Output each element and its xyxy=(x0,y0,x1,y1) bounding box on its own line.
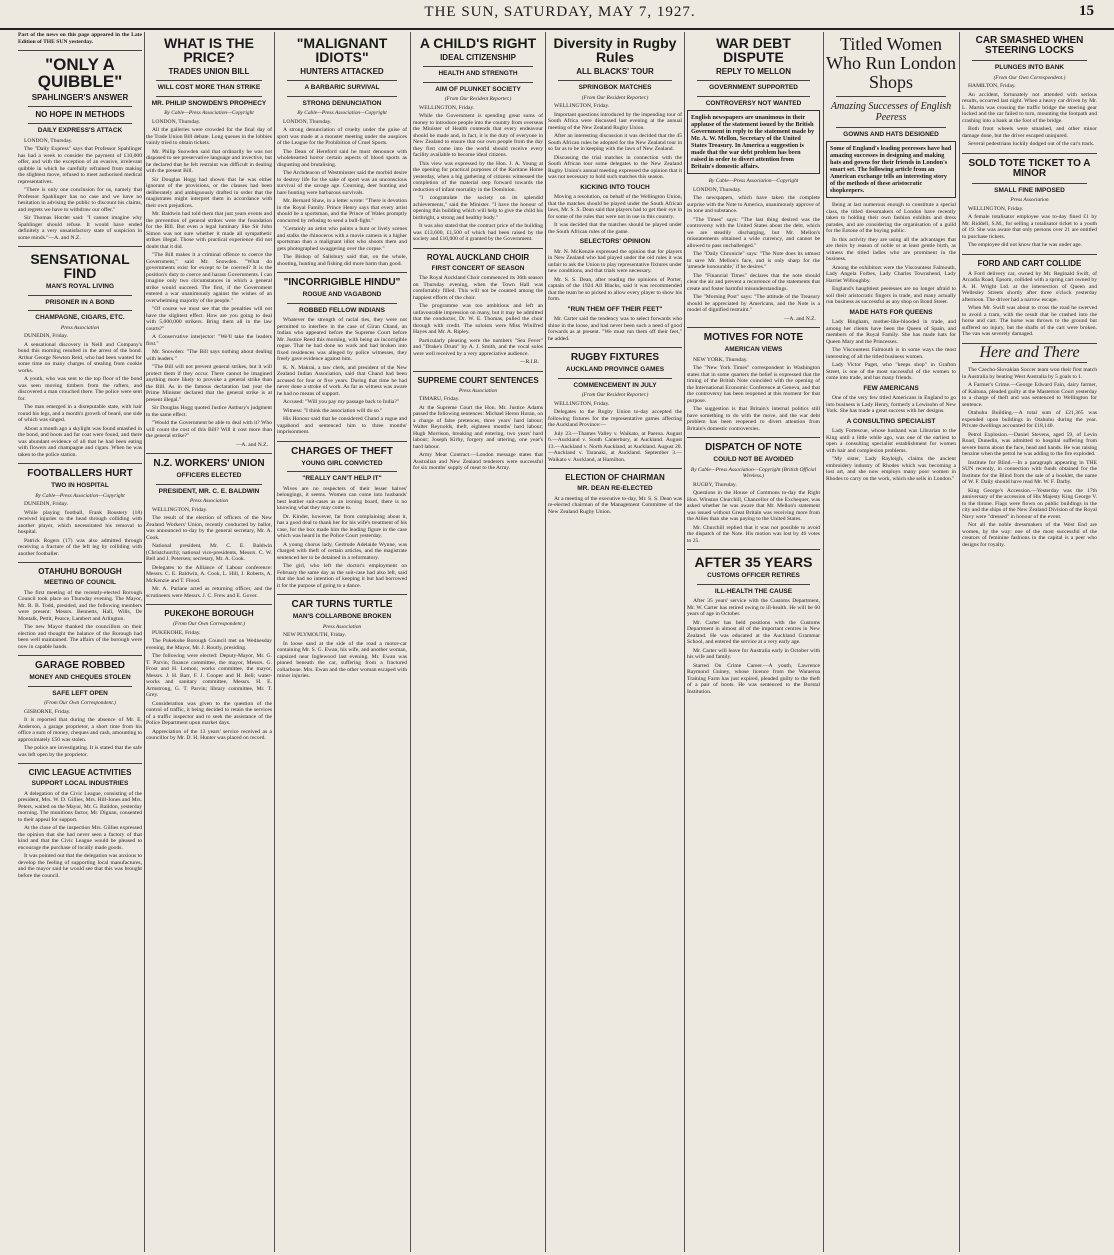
divider xyxy=(18,50,142,51)
article-paragraph: His Honour said that he considered Chand a rogue and vagabond and sentenced him to three months' imprisonment. xyxy=(277,416,407,435)
subhead: ALL BLACKS' TOUR xyxy=(576,67,654,76)
dateline: DUNEDIN, Friday. xyxy=(24,333,68,339)
divider xyxy=(28,310,132,311)
subhead: AIM OF PLUNKET SOCIETY xyxy=(435,85,521,93)
article-paragraph: Started On Crime Career.—A youth, Lawrence Raymond Guiney, whose licence from the Waraeroa Training Farm has just expired, pleaded guilty to the theft of a pair of boots. He was sentenced to the Borstal Institution. xyxy=(687,662,820,695)
headline-malignant-idiots: "MALIGNANT IDIOTS" xyxy=(296,35,388,65)
dateline: PUKEKOHE, Friday. xyxy=(152,629,201,636)
column-5 xyxy=(548,32,682,1252)
article-paragraph: "Certainly an artist who paints a hunt or lively scenes and stalks the rhinoceros with a movie camera is a higher sportsman than a malignant idiot who shoots them and gets photographed swaggering over the corpse." xyxy=(277,226,407,252)
subhead: TWO IN HOSPITAL xyxy=(51,482,109,489)
masthead xyxy=(0,0,1114,30)
article-paragraph: After an interesting discussion it was decided that the 45 South African rules be adopted for the New Zealand tour in so far as to be in keeping with the laws of New Zealand. xyxy=(548,133,682,152)
article-paragraph: "The Bill will not prevent general strikes, but it will protect them if they occur. There cannot be imagined anything more likely to provoke a general strike than the Bill. As in the famous declaration last year the Prime Minister declared that the general strike is at present illegal." xyxy=(146,364,272,403)
subhead: GOWNS AND HATS DESIGNED xyxy=(843,130,939,138)
subhead: DAILY EXPRESS'S ATTACK xyxy=(37,127,123,134)
article-paragraph: Patrick Rogers (17) was also admitted through receiving a fracture of the left leg by colliding with another footballer. xyxy=(18,537,142,557)
article-paragraph: July 23.—Thames Valley v. Waikato, at Paeroa. August 6.—Auckland v. South Canterbury, at Auckland. August 13.—Auckland v. North Auckland, at Auckland. August 20.—Auckland v. Taranaki, at Auckland. September 3.—Waikato v. Auckland, at Hamilton. xyxy=(548,430,682,463)
subhead: MR. PHILIP SNOWDEN'S PROPHECY xyxy=(151,99,267,107)
headline-ford-and-cart-collide: FORD AND CART COLLIDE xyxy=(977,258,1082,268)
article-paragraph: An accident, fortunately not attended with serious results, occurred last night. When a heavy car driven by Mr. L. Martin was crossing the traffic bridge the steering gear locked and the car failed to turn, mounting the footpath and crashing into a bank at the foot of the bridge. xyxy=(962,91,1097,124)
article-paragraph: The Royal Auckland Choir commenced its 36th season on Thursday evening, when the Town Hall was comfortably filled. This will not be counted among the happiest efforts of the choir. xyxy=(413,275,543,301)
page-number: 15 xyxy=(1079,3,1094,19)
divider xyxy=(28,123,132,124)
divider xyxy=(413,248,543,249)
news-brief: King George's Accession.—Yesterday was the 17th anniversary of the accession of His Majesty King George V. to the throne. Flags were flown on public buildings in the city and the ships of the New Zealand Division of the Royal Navy were "dressed" in honour of the event. xyxy=(962,487,1097,520)
section-subhead: "RUN THEM OFF THEIR FEET" xyxy=(567,305,663,313)
divider xyxy=(277,441,407,442)
article-paragraph: Mr. Bernard Shaw, in a letter wrote: "There is devotion in the Royal Family. Prince Henry says that every artist should be a sportsman, and the Prince of Wales promptly concurred by refusing to send a bull-fight." xyxy=(277,198,407,224)
column-rule xyxy=(959,32,960,1252)
news-brief: The Czecho-Slovakian Soccer team won their first match in Australia by beating West Australia by 5 goals to 1. xyxy=(962,367,1097,380)
dateline: WELLINGTON, Friday. xyxy=(554,103,610,109)
news-brief: Institute for Blind.—In a paragraph appearing in THE SUN recently, in connection with funds obtained for the Institute for the Blind from the sale of a booklet, the name of W. F. Daily should have read Mr. W. F. Darby. xyxy=(962,459,1097,485)
subhead: YOUNG GIRL CONVICTED xyxy=(301,459,383,467)
subhead: "REALLY CAN'T HELP IT" xyxy=(302,475,382,482)
news-brief: A Farmer's Crime.—George Edward Fain, dairy farmer, of Kaituna, pleaded guilty at the Masterton Court yesterday to a charge of theft and was sentenced to Wellington for sentence. xyxy=(962,382,1097,408)
article-paragraph: Witness: "I think the association will do so." xyxy=(283,407,383,414)
article-paragraph: Lady Victor Paget, who "keeps shop" in Grafton Street, is one of the most successful of the women to come into trade, and has many friends. xyxy=(826,362,956,382)
subhead: SMALL FINE IMPOSED xyxy=(994,186,1065,194)
article-paragraph: Accused: "Will you pay my passage back to India?" xyxy=(283,399,400,405)
headline-civic-league: CIVIC LEAGUE ACTIVITIES xyxy=(28,768,132,777)
article-paragraph: Mr. Baldwin had told them that just years events and the prevention of general strikes were the foundation for the Bill. But even a legal luminary like Sir John Simon was not sure whether it made all sympathetic strikes illegal. Those with practical experience did not doubt that it did. xyxy=(146,211,272,250)
article-paragraph: National president, Mr. C. E. Baldwin (Christchurch); national vice-presidents, Messrs. C. W. Bell and J. Petersen; secretary, Mr. A. Cook. xyxy=(146,543,272,562)
dateline: LONDON, Thursday. xyxy=(283,118,332,125)
divider xyxy=(558,378,672,379)
headline-election-of-chairman: ELECTION OF CHAIRMAN xyxy=(565,473,665,482)
article-paragraph: After 35 years' service with the Customs Department, Mr. W. Carter has retired owing to ill-health. He will be 60 years of age in October. xyxy=(687,598,820,617)
headline-royal-auckland-choir: ROYAL AUCKLAND CHOIR xyxy=(426,252,530,262)
news-brief: Otahuhu Building.—A total sum of £21,365 was expended upon buildings in Otahuhu during the year. Private dwellings accounted for £18,140. xyxy=(962,410,1097,429)
subhead: MAN'S COLLARBONE BROKEN xyxy=(292,613,392,620)
subhead: FIRST CONCERT OF SEASON xyxy=(431,264,525,272)
article-paragraph: Sir Thomas Horder said: "I cannot imagine why Spahlinger should refuse. It would have ended definitely a very unsatisfactory state of suspicion in some minds."—A. and N.Z. xyxy=(18,215,142,241)
subhead: HEALTH AND STRENGTH xyxy=(438,70,518,77)
credit-line: Press Association xyxy=(322,623,362,630)
divider xyxy=(548,468,682,469)
dateline: LONDON, Thursday. xyxy=(152,118,201,125)
divider xyxy=(156,96,262,97)
column-rule xyxy=(823,32,824,1252)
subhead: COMMENCEMENT IN JULY xyxy=(573,381,657,389)
signature: —R.I.B. xyxy=(519,359,539,365)
late-edition-note: Part of the news on this page appeared in the Late Edition of THE SUN yesterday. xyxy=(18,32,142,45)
divider xyxy=(972,183,1087,184)
subhead: PLUNGES INTO BANK xyxy=(994,64,1065,71)
headline-car-turns-turtle: CAR TURNS TURTLE xyxy=(291,599,393,610)
article-paragraph: Important questions introduced by the impending tour of South Africa were discussed last evening at the annual meeting of the New Zealand Rugby Union. xyxy=(548,111,682,131)
article-paragraph: Mr. A. Parlane acted as returning officer, and the scrutineers were Messrs. J. C. Frew and E. Gover. xyxy=(146,586,272,599)
credit-line: By Cable—Press Association—Copyright (British Official Wireless.) xyxy=(690,466,817,479)
news-brief: Not all the noble dressmakers of the West End are women, by the way: one of the most successful of the creators of feminine fashions in the capital is a peer who designs for royalty. xyxy=(962,522,1097,548)
column-4 xyxy=(413,32,543,1252)
dateline: TIMARU, Friday. xyxy=(419,396,460,402)
dateline: WELLINGTON, Friday. xyxy=(152,506,208,513)
subhead: SAFE LEFT OPEN xyxy=(52,689,108,697)
article-paragraph: "There is only one conclusion for us, namely that Professor Spahlinger has no case and we have no hesitation in advising the public to discount his claims, and regrets we have to withdraw our offer." xyxy=(18,187,142,213)
headline-charges-of-theft: CHARGES OF THEFT xyxy=(291,445,393,457)
article-paragraph: Moving a resolution, on behalf of the Wellington Union, that the matches should be played under the South African laws, Mr. S. S. Dean said that players had to get their eye in for some of the rules that were not in use in this country. xyxy=(548,194,682,220)
article-paragraph: Discussing the trial matches in connection with the South African tour some delegates to the New Zealand Rugby Union's annual meeting expressed the opinion that it was not necessary to hold such matches this season. xyxy=(548,154,682,180)
credit-line: By Cable—Press Association—Copyright xyxy=(297,110,387,116)
summary-box: English newspapers are unanimous in their applause of the statement issued by the British Government in reply to the statement made by Mr. A. W. Mellon, Secretary of the United States Treasury. In America a suggestion is made that the war debt problem has been raised in order to divert attention from Britain's domestic affairs. xyxy=(687,110,820,174)
subhead: CONTROVERSY NOT WANTED xyxy=(705,99,802,107)
divider xyxy=(287,303,397,304)
article-paragraph: Among the exhibitors were the Viscountess Falmouth, Lady Angela Forbes, Lady Charles Townshend, Lady Harriet Willoughby. xyxy=(826,264,956,284)
credit-line: Press Association xyxy=(1010,197,1049,203)
article-paragraph: While the Government is spending great sums of money to introduce people into the country from overseas the Minister of Health contends that every endeavour should be made and, in fact, it is the duty of everyone in New Zealand to ensure that our own people from the day they first come into the world should receive every facility available to become ideal citizens. xyxy=(413,113,543,158)
article-paragraph: Delegates to the Alliance of Labour conference: Messrs. C. E. Baldwin, A. Cook, L. Hill, J. Roberts, A. McKenzie and T. Flood. xyxy=(146,564,272,584)
article-paragraph: A Ford delivery car, owned by Mr. Reginald Swift, of Arcadia Road, Epsom, collided with a spring cart owned by A. H. Wright Ltd. at the intersection of Queen and Wellesley Streets shortly after three o'clock yesterday afternoon. The driver had a narrow escape. xyxy=(962,270,1097,303)
divider xyxy=(423,82,533,83)
article-paragraph: Several pedestrians luckily dodged out of the car's track. xyxy=(968,141,1095,147)
divider xyxy=(18,246,142,247)
divider xyxy=(287,96,397,97)
subhead: A BARBARIC SURVIVAL xyxy=(304,84,380,91)
headline-war-debt-dispute: WAR DEBT DISPUTE xyxy=(716,35,791,65)
article-paragraph: The "Morning Post" says: "The attitude of the Treasury should be appreciated by Americans, and the Note is a model of dignified restraint." xyxy=(687,294,820,313)
article-paragraph: Mr. Carter said the tendency was to select forwards who shine in the loose, and had never been such a need of good forwards as at present. "We must run them off their feet," he added. xyxy=(548,316,682,342)
divider xyxy=(548,347,682,348)
article-paragraph: While playing football, Frank Boustery (18) received injuries to the head through colliding with another player, which necessitated his removal to hospital. xyxy=(18,509,142,535)
credit-line: (From Our Own Correspondent.) xyxy=(44,700,116,706)
headline-nz-workers-union: N.Z. WORKERS' UNION xyxy=(153,458,265,469)
article-paragraph: Questions in the House of Commons to-day the Right Hon. Winston Churchill, Chancellor of the Exchequer, was asked whether he was aware that Mr. Mellon's statement was issued without Great Britain was receiving more from the Allies than she was paying to the United States. xyxy=(687,490,820,522)
article-paragraph: "I congratulate the society on its splendid achievements," said the Minister. "I have the honour of opening this building which will help to give the child his birthright, a strong and healthy body." xyxy=(413,195,543,221)
headline-otahuhu-borough: OTAHUHU BOROUGH xyxy=(38,567,122,576)
article-paragraph: A female totalisator employee was to-day fined £1 by Mr. Riddell, S.M., for selling a totalisator ticket to a youth of 19. She was aware that only persons over 21 are entitled to purchase tickets. xyxy=(962,214,1097,240)
article-paragraph: Mr. Carter will leave for Australia early in October with his wife and family. xyxy=(687,647,820,660)
article-paragraph: The "Daily Express" says that Professor Spahlinger has had a week to consider the payment of £10,000 offer, and with the exception of an evasive, irrelevant quibble in which he carefully refrained from making the slightest move, refused to meet authorised medical representatives. xyxy=(18,146,142,185)
divider xyxy=(687,327,820,328)
article-paragraph: The "Financial Times" declares that the note should clear the air and prevent a recurrence of the statements that create and foster harmful misunderstandings. xyxy=(687,272,820,292)
subhead: MR. DEAN RE-ELECTED xyxy=(577,485,653,492)
article-paragraph: At the close of the inspection Mrs. Gillies expressed the opinion that she had never seen a factory of that kind and that the Civic League would be pleased to encourage the purchase of locally made goods. xyxy=(18,825,142,851)
dateline: NEW PLYMOUTH, Friday. xyxy=(283,632,346,638)
article-paragraph: This view was expressed by the Hon. J. A. Young at the opening for practical purposes of the Karitane Home yesterday, when a big gathering of citizens witnessed the completion of the material step forward towards the reduction of infant mortality in the Dominion. xyxy=(413,160,543,193)
subhead: ROGUE AND VAGABOND xyxy=(302,291,382,298)
article-paragraph: Mr. Philip Snowden said that ordinarily he was not disposed to see preservative language and invective, but he declared that he felt restraint was difficult in dealing with the present Bill. xyxy=(146,148,272,174)
article-paragraph: One of the very few titled Americans in England to go into business is Lady Henry, formerly a Lewisohn of New York. She has made a great success with her designs. xyxy=(826,395,956,415)
subhead: REPLY TO MELLON xyxy=(716,67,791,76)
divider xyxy=(962,254,1097,255)
divider xyxy=(287,80,397,81)
divider xyxy=(697,96,810,97)
divider xyxy=(28,295,132,296)
article-paragraph: Mr. Churchill replied that it was not possible to avoid the dispatch of the Note. His motion was lost by 46 votes to 25. xyxy=(687,524,820,544)
article-paragraph: Sir Douglas Hogg quoted Justice Astbury's judgment to the same effect. xyxy=(146,405,272,418)
subhead: HUNTERS ATTACKED xyxy=(300,67,384,76)
subhead: MAN'S ROYAL LIVING xyxy=(46,283,114,290)
column-rule xyxy=(410,32,411,1252)
summary-box: Some of England's leading peeresses have had amazing successes in designing and making hats and gowns for their friends in London's smart set. The following article from an American exchange tells an interesting story of the methods of these aristocratic shopkeepers. xyxy=(826,141,956,198)
article-paragraph: Both front wheels were smashed, and other minor damage done, but the driver escaped uninjured. xyxy=(962,126,1097,139)
article-paragraph: At a meeting of the executive to-day, Mr. S. S. Dean was re-elected chairman of the Management Committee of the New Zealand Rugby Union. xyxy=(548,495,682,515)
divider xyxy=(156,484,262,485)
dateline: RUGBY, Thursday. xyxy=(693,481,737,488)
article-paragraph: It was also stated that the contract price of the building was £13,600, £1,500 of which had been raised by the society and £10,000 of it granted by the Government. xyxy=(413,223,543,242)
subhead: GOVERNMENT SUPPORTED xyxy=(709,84,798,91)
article-paragraph: Mr. Snowden: "The Bill says nothing about dealing with leaders." xyxy=(146,349,272,362)
article-paragraph: The man emerged in a disreputable state, with hair round his legs, and a month's growth of beard, one side of which was singed. xyxy=(18,404,142,423)
article-paragraph: Particularly pleasing were the numbers "Sea Fever" and "Drake's Drum" by A. J. Smith, and the vocal solos were well received by a very appreciative audience. xyxy=(413,337,543,357)
article-paragraph: Consideration was given to the question of the control of traffic, it being decided to retain the services of a traffic inspector and to seek the assistance of the Police Department upon market days. xyxy=(146,700,272,726)
headline-sold-tote-ticket: SOLD TOTE TICKET TO A MINOR xyxy=(968,157,1091,179)
divider xyxy=(28,106,132,107)
article-paragraph: Appreciation of the 13 years' service received as a councillor by Mr. D. H. Hunter was placed on record. xyxy=(146,728,272,741)
article-paragraph: It was pointed out that the delegation was anxious to develop the feeling of supporting local manufactures, and the mayor said he would see that this was brought before the council. xyxy=(18,853,142,879)
article-paragraph: A youth, who was sent to the top floor of the bond was seen moving timbers from the rafters, and discovered a man crouched there. The police were sent for. xyxy=(18,376,142,402)
divider xyxy=(697,80,810,81)
headline-what-is-the-price: WHAT IS THE PRICE? xyxy=(164,35,254,65)
dateline: LONDON, Thursday. xyxy=(24,137,73,144)
article-paragraph: Being at last numerous enough to constitute a special class, the titled dressmakers of London have recently taken to holding their own fashion exhibits and dress parades, and are considering the organisation of a guild for the Eotone of the buying public. xyxy=(826,202,956,235)
article-paragraph: The suggestion is that Britain's internal politics still have something to do with the move, and the war debt problem has been reopened to divert attention from Britain's domestic controversies. xyxy=(687,406,820,432)
credit-line: (From Our Resident Reporter.) xyxy=(444,96,512,102)
article-paragraph: In loose sand at the side of the road a motor-car containing Mr. S. G. Ewan, his wife, and another woman, capsized near Inglewood last evening. Mr. Ewan was pinned beneath the car, suffering from a fractured collarbone. Mrs. Ewan and the other woman escaped with minor injuries. xyxy=(277,640,407,679)
divider xyxy=(156,80,262,81)
divider xyxy=(413,371,543,372)
divider xyxy=(687,549,820,550)
credit-line: By Cable—Press Association—Copyright xyxy=(35,492,125,499)
divider xyxy=(18,463,142,464)
headline-footballers-hurt: FOOTBALLERS HURT xyxy=(27,468,133,479)
dateline: WELLINGTON, Friday. xyxy=(419,104,475,111)
article-paragraph: "My sister, Lady Rayleigh, claims the ancient embroidery industry of Rhodes which was becoming a lost art, and she now employs many poor women in Rhodes to carry on the work, which she sells in London." xyxy=(826,456,956,482)
subhead: IDEAL CITIZENSHIP xyxy=(440,53,516,62)
headline-here-and-there: Here and There xyxy=(979,343,1080,361)
article-paragraph: A young chorus lady, Gertrude Adelaide Wynne, was charged with theft of certain articles, and the magistrate sentenced her to be detained in a reformatory. xyxy=(277,541,407,561)
headline-sensational-find: SENSATIONAL FIND xyxy=(30,251,130,281)
headline-car-smashed: CAR SMASHED WHEN STEERING LOCKS xyxy=(975,35,1084,56)
article-paragraph: Army Meat Contract.—London message states that Australian and New Zealand tenderers were successful for six months' supply of meat to the Army. xyxy=(413,452,543,471)
divider xyxy=(962,153,1097,154)
column-2 xyxy=(146,32,272,1252)
credit-line: (From Our Own Correspondent.) xyxy=(993,74,1066,81)
italic-subhead: Amazing Successes of English Peeress xyxy=(830,100,952,123)
subhead: ILL-HEALTH THE CAUSE xyxy=(714,587,793,595)
headline-after-35-years: AFTER 35 YEARS xyxy=(694,554,813,570)
column-rule xyxy=(144,32,145,1252)
subhead: SUPPORT LOCAL INDUSTRIES xyxy=(31,780,129,787)
headline-pukekohe-borough: PUKEKOHE BOROUGH xyxy=(164,609,254,618)
article-paragraph: "Of course we must see that the penalties will not have the slightest effect. How are you going to deal with 5,000,000 strikers. Bring them all in the law courts?" xyxy=(146,306,272,332)
credit-line: (From Our Resident Reporter.) xyxy=(581,392,649,398)
article-paragraph: In this activity they are using all the advantages that are theirs by reason of noble or at least gentle birth, as witness the titled ladies who are prominent in the business. xyxy=(826,236,956,263)
subhead: STRONG DENUNCIATION xyxy=(302,99,382,107)
divider xyxy=(18,655,142,656)
divider xyxy=(687,437,820,438)
dateline: LONDON, Thursday. xyxy=(693,186,742,193)
subhead: AUCKLAND PROVINCE GAMES xyxy=(565,366,665,373)
dateline: WELLINGTON, Friday. xyxy=(968,205,1024,212)
subhead: SPRINGBOK MATCHES xyxy=(578,84,652,91)
divider xyxy=(18,562,142,563)
subhead: SPAHLINGER'S ANSWER xyxy=(31,93,129,102)
article-paragraph: The girl, who left the doctor's employment on February the same day as the suit-case had also left, said that she had no intention of keeping it but had borrowed it for the purpose of going to a dance. xyxy=(277,563,407,589)
divider xyxy=(28,686,132,687)
article-paragraph: The following were elected: Deputy-Mayor, Mr. G. T. Parvin; finance committee, the mayor, Messrs. G. Frost and H. Lemon; works committee, the mayor, Messrs. J. H. Barr, F. J. Cooper and H. Bell; water-works and sanitary committee, Messrs. H. E. Armstrong, G. T. Parvin; library committee, Mr. T. Grey. xyxy=(146,653,272,698)
subhead: NO HOPE IN METHODS xyxy=(35,110,125,119)
article-paragraph: The Viscountess Falmouth is in some ways the most interesting of all the titled business women. xyxy=(826,347,956,360)
divider xyxy=(836,127,946,128)
article-paragraph: The result of the election of officers of the New Zealand Workers' Union, recently conducted by ballot, was announced to-day by the general secretary, Mr. A. Cook. xyxy=(146,515,272,541)
article-paragraph: The Archdeacon of Westminster said the morbid desire to destroy life for the sake of sport was an unconscious survival of the savage age. Coursing, deer hunting and hare hunting were barbarous survivals. xyxy=(277,170,407,196)
subhead: CUSTOMS OFFICER RETIRES xyxy=(707,572,800,579)
headline-only-a-quibble: "ONLY A QUIBBLE" xyxy=(37,55,123,91)
column-rule xyxy=(545,32,546,1252)
article-paragraph: Delegates to the Rugby Union to-day accepted the following fixtures for the representative games affecting the Auckland Province:— xyxy=(548,409,682,428)
article-paragraph: "Would the Government be able to deal with it? Who will count the cost of this Bill? Will it cost more than the general strike?" xyxy=(146,420,272,439)
divider xyxy=(146,453,272,454)
article-paragraph: The employee did not know that he was under age. xyxy=(968,242,1083,248)
article-paragraph: The Pukekohe Borough Council met on Wednesday evening, the Mayor, Mr. J. Routly, presiding. xyxy=(146,638,272,651)
divider xyxy=(836,96,946,97)
dateline: WELLINGTON, Friday. xyxy=(554,400,610,407)
dateline: NEW YORK, Thursday. xyxy=(693,356,748,363)
section-subhead: MADE HATS FOR QUEENS xyxy=(849,308,933,316)
column-3 xyxy=(277,32,407,1252)
divider xyxy=(287,471,397,472)
divider xyxy=(277,594,407,595)
subhead: PRISONER IN A BOND xyxy=(45,298,115,306)
subhead: MONEY AND CHEQUES STOLEN xyxy=(29,674,131,681)
credit-line: (From Our Own Correspondent.) xyxy=(173,621,245,627)
column-8 xyxy=(962,32,1097,1252)
article-paragraph: Mr. Carter has held positions with the Customs Department in almost all of the important centres in New Zealand. He was educated at the Auckland Grammar School, and entered the service at a very early age. xyxy=(687,619,820,645)
headline-garage-robbed: GARAGE ROBBED xyxy=(34,660,125,671)
article-paragraph: Dr. Kinder, however, far from complaining about it, has a good deal to thank her for his wife's treatment of his case, for the box made him the leading figure in the case which was heard in the Police Court yesterday. xyxy=(277,513,407,539)
article-paragraph: The newspapers, which have taken the complete surprise with the Note to America, unanimously approve of its tone and substance. xyxy=(687,195,820,214)
subhead: CHAMPAGNE, CIGARS, ETC. xyxy=(35,314,125,321)
section-subhead: KICKING INTO TOUCH xyxy=(580,183,650,191)
article-paragraph: The Bishop of Salisbury said that, on the whole, shooting, hunting and fishing did more harm than good. xyxy=(277,254,407,267)
subhead: ROBBED FELLOW INDIANS xyxy=(299,306,385,314)
dateline: DUNEDIN, Friday. xyxy=(24,501,68,507)
section-subhead: FEW AMERICANS xyxy=(863,384,919,392)
article-paragraph: Mr. N. McKenzie expressed the opinion that for players in New Zealand who had played under the old rules it was unfair to ask the Union to play representative fixtures under new conditions, and that trials were necessary. xyxy=(548,248,682,274)
subhead: AMERICAN VIEWS xyxy=(724,346,783,353)
article-paragraph: "The Bill makes it a criminal offence to coerce the Government," said Mr. Snowden. "What do governments exist for except to be coerced? It is the position's duty to coerce and harass Governments. I can imagine only two circumstances in which a general strike would succeed. The first, if the Government entered a war unanimously against the wishes of an overwhelming majority of the people." xyxy=(146,252,272,304)
masthead-title: THE SUN, SATURDAY, MAY 7, 1927. xyxy=(424,4,696,20)
credit-line: Press Association xyxy=(189,498,229,504)
article-paragraph: Sir Douglas Hogg had shown that he was either ignorant of the provisions, or the clauses had been deliberately and ambiguously drafted in order that the magistrates might interpret them in accordance with their own prejudices. xyxy=(146,176,272,209)
column-rule xyxy=(684,32,685,1252)
divider xyxy=(558,80,672,81)
subhead: PRESIDENT, MR. C. E. BALDWIN xyxy=(158,487,260,495)
article-paragraph: A Conservative interjector: "We'll take the leaders first." xyxy=(146,334,272,347)
credit-line: (From Our Resident Reporter.) xyxy=(581,94,649,101)
headline-a-childs-right: A CHILD'S RIGHT xyxy=(419,35,537,51)
divider xyxy=(423,66,533,67)
headline-rugby-fixtures: RUGBY FIXTURES xyxy=(570,352,660,363)
headline-diversity-in-rugby-rules: Diversity in Rugby Rules xyxy=(553,35,677,65)
article-paragraph: The police are investigating. It is stated that the safe was left open by the proprietor. xyxy=(18,745,142,758)
article-paragraph: All the galleries were crowded for the final day of the Trade Union Bill debate. Long queues in the lobbies vainly tried to obtain tickets. xyxy=(146,127,272,146)
column-7 xyxy=(826,32,956,1252)
subhead: MEETING OF COUNCIL xyxy=(44,579,116,586)
dateline: HAMILTON, Friday. xyxy=(968,83,1016,89)
subhead: TRADES UNION BILL xyxy=(168,67,250,76)
divider xyxy=(972,362,1087,363)
article-paragraph: The "New York Times" correspondent in Washington states that in some quarters the belief is expressed that the timing of the British Note coincided with the opening of the International Economic Conference at Geneva, and that the controversy has been reopened at this moment for that purpose. xyxy=(687,365,820,404)
section-subhead: A CONSULTING SPECIALIST xyxy=(846,417,936,425)
signature: —A. and N.Z. xyxy=(783,315,816,322)
divider xyxy=(277,272,407,273)
article-paragraph: Mr. S. S. Dean, after reading the opinions of Porter, captain of the 1924 All Blacks, said it was recommended that the team be so picked to allow every player to show his form. xyxy=(548,276,682,302)
subhead: OFFICERS ELECTED xyxy=(176,472,242,479)
article-paragraph: When Mr. Swift was about to cross the road he swerved to avoid a tram, with the result that he crashed into the horse and cart. The horse was thrown to the ground but suffered no injury, but the shafts of the cart were broken. The van was severely damaged. xyxy=(962,305,1097,337)
article-paragraph: A sensational discovery in Neill and Company's bond this morning resulted in the arrest of the bond. Arthur George Newton Reid, who had been wanted for some time on many charges of stealing from cookie works. xyxy=(18,341,142,374)
article-paragraph: The new Mayor thanked the councillors on their election and thought the balance of the Borough had been well maintained. The affairs of the borough were now in capable hands. xyxy=(18,624,142,650)
subhead: COULD NOT BE AVOIDED xyxy=(713,456,794,463)
article-paragraph: K. N. Makrai, a taw clerk, and president of the New Zealand Indian Association, said that Chand had been accused for four or five years. During that time he had never done a stroke of work. As far as witness was aware he had no means of support. xyxy=(277,364,407,397)
article-paragraph: Lady Bingham, mother-like-blooded in trade, and among her clients have been the Queen of Spain, and members of the Royal Family. She has made hats for Queen Mary and the Princesses. xyxy=(826,319,956,345)
credit-line: By Cable—Press Association—Copyright xyxy=(708,178,799,184)
article-paragraph: A strong denunciation of cruelty under the guise of sport was made at a monster meeting under the auspices of the League for the Prohibition of Cruel Sports. xyxy=(277,127,407,146)
article-paragraph: The programme was too ambitious and left an unfavourable impression on many, but it may be admitted that the conductor, Dr. W. E. Thomas, pulled the choir through with credit. The soloists were Miss Winifred Hayes and Mr. A. Ripley. xyxy=(413,303,543,335)
signature: —A. and N.Z. xyxy=(235,441,268,448)
headline-motives-for-note: MOTIVES FOR NOTE xyxy=(703,332,804,343)
credit-line: Press Association xyxy=(458,387,498,394)
subhead: WILL COST MORE THAN STRIKE xyxy=(157,84,261,91)
article-paragraph: England's haughtiest peeresses are no longer afraid to soil their aristocratic fingers in trade, and many actually run business as successful as any shop on Bond Street. xyxy=(826,286,956,306)
column-rule xyxy=(274,32,275,1252)
article-paragraph: Lady Fortescue, whose husband was Librarian to the King until a little while ago, was one of the earliest to open a consulting specialist establishment for women with hair and complexion problems. xyxy=(826,428,956,454)
headline-supreme-court-sentences: SUPREME COURT SENTENCES xyxy=(417,375,539,385)
news-brief: Petrol Explosion.—Daniel Stevens, aged 59, of Levin Road, Dunedin, was admitted to hospital suffering from severe burns about the face, head and hands. He was raising benzine when the petrol he was adding to the fire exploded. xyxy=(962,431,1097,457)
article-paragraph: The "Daily Chronicle" says: "The Note does its utmost to save Mr. Mellon's face, and is only sharp for the 'amende honourable,' if he desires." xyxy=(687,251,820,270)
article-paragraph: Wives are no respecters of their lesser halves' belongings, it seems. Women can come into husbands' best leather suit-cases as an ironing board, there is no knowing what they may come to. xyxy=(277,485,407,511)
column-6 xyxy=(687,32,820,1252)
headline-incorrigible-hindu: "INCORRIGIBLE HINDU" xyxy=(283,277,401,288)
article-paragraph: The first meeting of the recently-elected Borough Council took place on Thursday evening. The Mayor, Mr. R. B. Todd, presided, and the following members were present: Messrs. Bennetts, Hall, Wills, De Montalk, Pettit, Pearce, Lambert and Arlington. xyxy=(18,589,142,622)
article-paragraph: It was decided that the matches should be played under the South African rules of the game. xyxy=(548,222,682,235)
dateline: GISBORNE, Friday. xyxy=(24,708,71,715)
article-paragraph: Whatever the strength of racial ties, they were not permitted to interfere in the case of Giran Chand, an Indian who appeared before the Supreme Court before Mr. Justice Reed this morning, with being an incorrigible rogue. That he had done no work and had broken into fixed residences was alleged by police witnesses, they freely gave evidence against him. xyxy=(277,317,407,362)
article-paragraph: It is reported that during the absence of Mr. E. Anderson, a garage proprietor, a short time from his office a sum of money, cheques and cash, amounting to approximately £50 was stolen. xyxy=(18,717,142,743)
section-subhead: SELECTORS' OPINION xyxy=(579,238,651,245)
divider xyxy=(697,584,810,585)
credit-line: Press Association xyxy=(60,324,100,331)
article-paragraph: A delegation of the Civic League, consisting of the president, Mrs. W. D. Gillies, Mrs. Hill-Jones and Mrs. Peters, waited on the Mayor, Mr. G. Baildon, yesterday morning. The munitions factor, Mr. Dignan, consented to their appeal for support. xyxy=(18,790,142,823)
divider xyxy=(18,763,142,764)
article-paragraph: "The Times" says: "The last thing desired was the controversy with the United States about the debt, which we are steadily discharging, but Mr. Mellon's misstatements obtained a wide currency, and cannot be allowed to pass unchallenged." xyxy=(687,216,820,249)
column-1 xyxy=(18,32,142,1252)
headline-dispatch-of-note: DISPATCH OF NOTE xyxy=(705,442,802,453)
headline-titled-women: Titled Women Who Run London Shops xyxy=(826,34,956,92)
article-paragraph: At the Supreme Court the Hon. Mr. Justice Adams passed the following sentences: Michael Heron Horan, on a charge of false pretences, three years' hard labour; Walter Reynolds, theft, eighteen months' hard labour; Hugh Morrison, breaking and entering, two years' hard labour; Joseph Kirby, forgery and uttering, one year's hard labour. xyxy=(413,404,543,450)
credit-line: By Cable—Press Association—Copyright xyxy=(164,110,254,116)
divider xyxy=(972,60,1087,61)
divider xyxy=(146,604,272,605)
article-paragraph: The Dean of Hereford said he must denounce with wholehearted horror certain aspects of blood sports as disgusting and brutalising. xyxy=(277,148,407,168)
article-paragraph: About a month ago a skylight was found smashed in the bond, and boots and fur coat were found, and there was abundant evidence of all that he had been eating with flowers and champagne and cigars. When he was taken to the police station. xyxy=(18,425,142,458)
